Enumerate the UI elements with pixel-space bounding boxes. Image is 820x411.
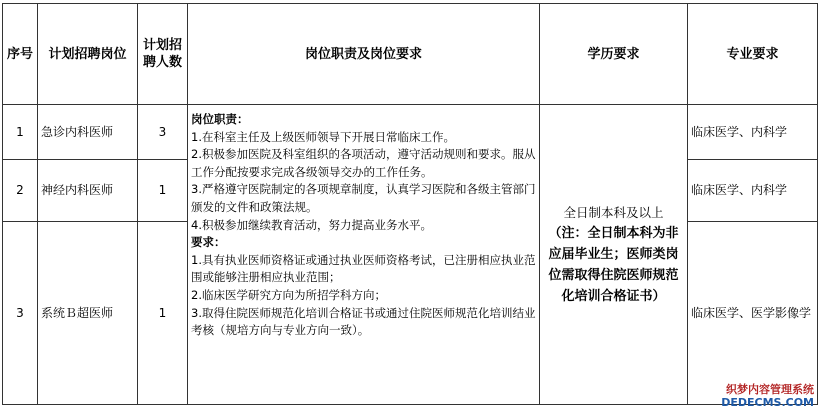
row-major: 临床医学、内科学 [688, 160, 818, 222]
row-seq: 2 [3, 160, 38, 222]
duty-item: 4.积极参加继续教育活动，努力提高业务水平。 [191, 217, 432, 232]
header-education: 学历要求 [540, 4, 688, 105]
requirement-item: 2.临床医学研究方向为所招学科方向； [191, 287, 386, 302]
requirement-title: 要求： [191, 235, 226, 250]
header-duty: 岗位职责及岗位要求 [188, 4, 540, 105]
duty-title: 岗位职责： [191, 112, 249, 126]
header-count: 计划招聘人数 [138, 4, 188, 105]
duty-item: 3.严格遵守医院制定的各项规章制度，认真学习医院和各级主管部门颁发的文件和政策法规。 [191, 182, 536, 214]
watermark [721, 383, 814, 409]
header-major: 专业要求 [688, 4, 818, 105]
duty-item: 1.在科室主任及上级医师领导下开展日常临床工作。 [191, 129, 455, 144]
row-count: 3 [138, 105, 188, 160]
education-note: （注：全日制本科为非应届毕业生；医师类岗位需取得住院医师规范化培训合格证书） [548, 225, 679, 304]
table-header-row [3, 4, 818, 105]
education-cell [540, 105, 688, 405]
row-post: 神经内科医师 [38, 160, 138, 222]
header-seq: 序号 [3, 4, 38, 105]
duty-cell [188, 105, 540, 405]
row-major: 临床医学、内科学 [688, 105, 818, 160]
watermark-line2: DEDECMS.COM [721, 396, 814, 409]
row-count: 1 [138, 222, 188, 405]
requirement-item: 1.具有执业医师资格证或通过执业医师资格考试，已注册相应执业范围或能够注册相应执业范围； [191, 252, 536, 285]
row-count: 1 [138, 160, 188, 222]
table-row [3, 105, 818, 160]
row-post: 急诊内科医师 [38, 105, 138, 160]
row-post: 系统Ｂ超医师 [38, 222, 138, 405]
watermark-line1: 织梦内容管理系统 [726, 383, 814, 396]
row-seq: 1 [3, 105, 38, 160]
duty-item: 2.积极参加医院及科室组织的各项活动，遵守活动规则和要求。服从工作分配按要求完成各级领导交办的工作任务。 [191, 147, 536, 179]
requirement-item: 3.取得住院医师规范化培训合格证书或通过住院医师规范化培训结业考核（规培方向与专业方向一致）。 [191, 305, 536, 338]
recruitment-table [2, 3, 818, 405]
header-post: 计划招聘岗位 [38, 4, 138, 105]
education-main: 全日制本科及以上 [563, 204, 664, 220]
row-major: 临床医学、医学影像学 [688, 222, 818, 405]
row-seq: 3 [3, 222, 38, 405]
